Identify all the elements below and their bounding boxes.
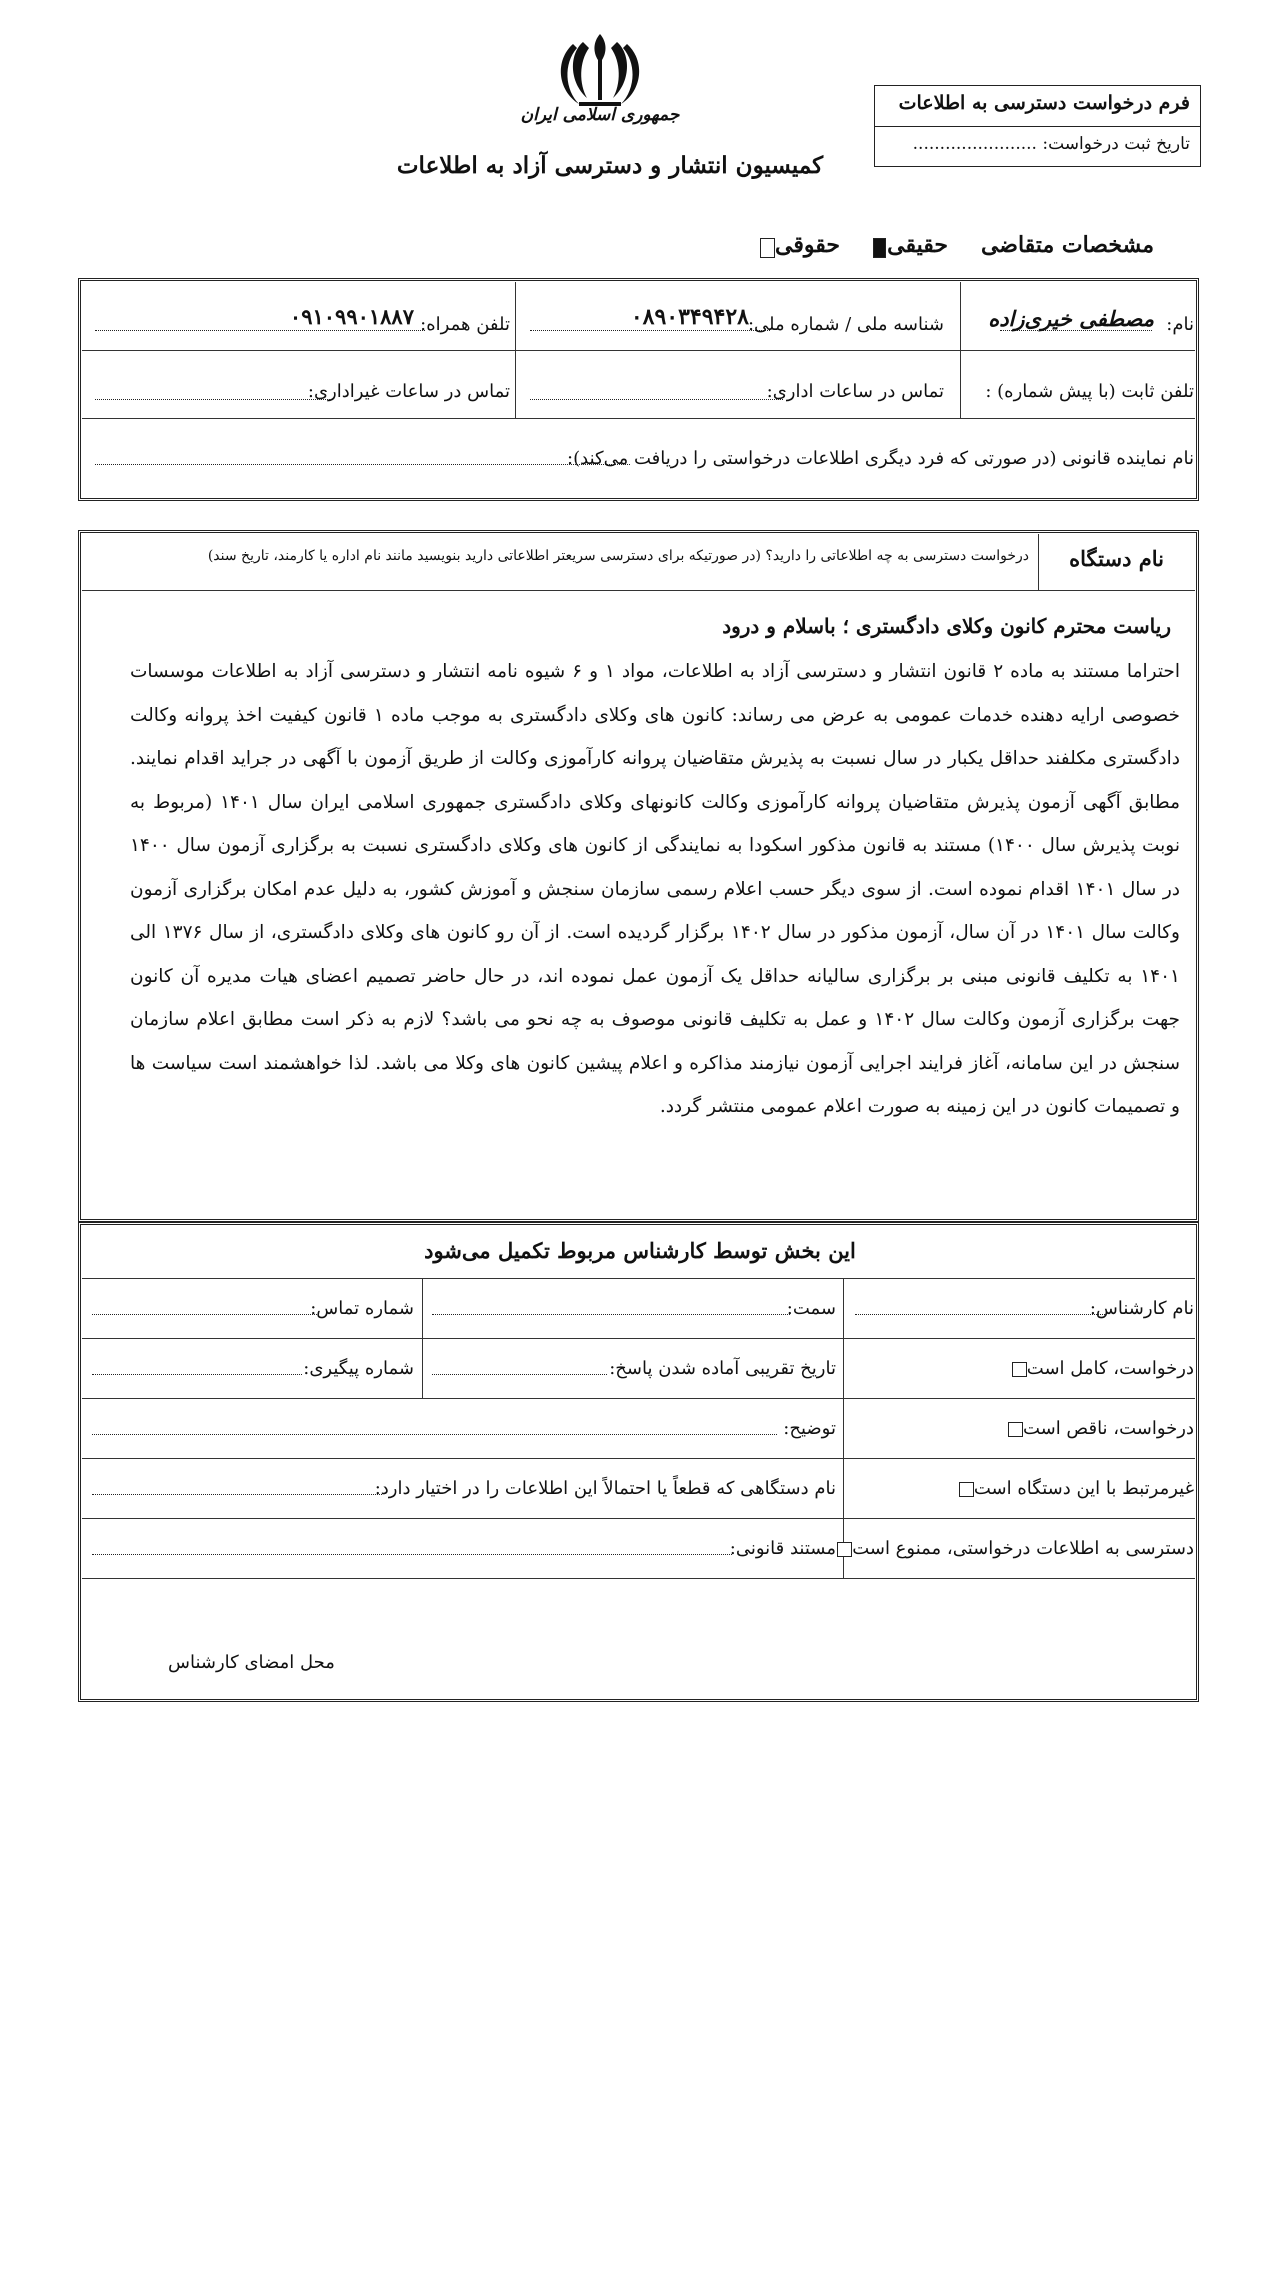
unrelated-checkbox[interactable] bbox=[959, 1482, 974, 1497]
incomplete-checkbox[interactable] bbox=[1008, 1422, 1023, 1437]
description-label: توضیح: bbox=[783, 1418, 836, 1439]
form-title: فرم درخواست دسترسی به اطلاعات bbox=[898, 92, 1190, 114]
incomplete-label: درخواست، ناقص است bbox=[1008, 1418, 1194, 1439]
signature-area[interactable] bbox=[90, 1585, 1190, 1695]
mobile-label: تلفن همراه: bbox=[420, 314, 510, 335]
commission-title: کمیسیون انتشار و دسترسی آزاد به اطلاعات bbox=[396, 152, 824, 179]
landline-label: تلفن ثابت (با پیش شماره) : bbox=[985, 381, 1194, 402]
request-prompt: درخواست دسترسی به چه اطلاعاتی را دارید؟ (در صورتیکه برای دسترسی سریعتر اطلاعاتی دارید بنویسید مانند نام اداره یا کارمند، تاریخ سند) bbox=[207, 548, 1029, 564]
legal-basis-label: مستند قانونی: bbox=[729, 1538, 836, 1559]
unrelated-label: غیرمرتبط با این دستگاه است bbox=[959, 1478, 1194, 1499]
position-label: سمت: bbox=[786, 1298, 836, 1319]
tracking-label: شماره پیگیری: bbox=[303, 1358, 414, 1379]
expert-section-title: این بخش توسط کارشناس مربوط تکمیل می‌شود bbox=[424, 1238, 856, 1263]
complete-checkbox[interactable] bbox=[1012, 1362, 1027, 1377]
request-addressee[interactable]: ریاست محترم کانون وکلای دادگستری ؛ باسلام و درود bbox=[722, 614, 1171, 638]
ready-date-label: تاریخ تقریبی آماده شدن پاسخ: bbox=[609, 1358, 836, 1379]
complete-label: درخواست، کامل است bbox=[1012, 1358, 1194, 1379]
office-hours-label: تماس در ساعات اداری: bbox=[766, 381, 944, 402]
signature-label: محل امضای کارشناس bbox=[168, 1652, 335, 1673]
other-device-label: نام دستگاهی که قطعاً یا احتمالاً این اطلاعات را در اختیار دارد: bbox=[374, 1478, 836, 1499]
forbidden-label: دسترسی به اطلاعات درخواستی، ممنوع است bbox=[837, 1538, 1194, 1559]
non-office-hours-field[interactable] bbox=[95, 381, 330, 400]
type-natural-checkbox[interactable] bbox=[873, 238, 886, 258]
legal-basis-field[interactable] bbox=[92, 1536, 732, 1555]
mobile-value: ۰۹۱۰۹۹۰۱۸۸۷ bbox=[289, 304, 414, 329]
national-id-value: ۰۸۹۰۳۴۹۴۲۸ bbox=[630, 304, 749, 330]
expert-name-label: نام کارشناس: bbox=[1089, 1298, 1194, 1319]
emblem-caption: جمهوری اسلامی ایران bbox=[520, 105, 680, 125]
form-title-box bbox=[874, 85, 1201, 167]
name-value: مصطفی خیری‌زاده bbox=[988, 306, 1154, 331]
office-hours-field[interactable] bbox=[530, 381, 783, 400]
ready-date-field[interactable] bbox=[432, 1356, 607, 1375]
legal-rep-field[interactable] bbox=[95, 446, 630, 465]
national-id-label: شناسه ملی / شماره ملی: bbox=[747, 314, 944, 335]
type-legal-checkbox[interactable] bbox=[760, 238, 775, 258]
other-device-field[interactable] bbox=[92, 1476, 382, 1495]
name-label: نام: bbox=[1166, 314, 1194, 335]
forbidden-checkbox[interactable] bbox=[837, 1542, 852, 1557]
description-field[interactable] bbox=[92, 1416, 777, 1435]
non-office-hours-label: تماس در ساعات غیراداری: bbox=[307, 381, 510, 402]
legal-rep-label: نام نماینده قانونی (در صورتی که فرد دیگری اطلاعات درخواستی را دریافت می‌کند): bbox=[567, 448, 1194, 469]
expert-name-field[interactable] bbox=[855, 1296, 1105, 1315]
request-body[interactable]: احتراما مستند به ماده ۲ قانون انتشار و دسترسی آزاد به اطلاعات، مواد ۱ و ۶ شیوه نامه انتشار و دسترسی آزاد به اطلاعات موسسات خصوصی ارایه دهنده خدمات عمومی به عرض می رساند: کانون های وکلای دادگستری به موجب ماده ۱ قانون کیفیت اخذ پروانه وکالت دادگستری مکلفند حداقل یکبار در سال نسبت به پذیرش متقاضیان پروانه کارآموزی وکالت از طریق آزمون با آگهی در جراید اقدام نمایند. مطابق آگهی آزمون پذیرش متقاضیان پروانه کارآموزی وکالت کانونهای وکلای دادگستری جمهوری اسلامی ایران سال ۱۴۰۱ (مربوط به نوبت پذیرش سال ۱۴۰۰) مستند به قانون مذکور اسکودا به نمایندگی از کانون های وکلای دادگستری نسبت به برگزاری آزمون سال ۱۴۰۰ در سال ۱۴۰۱ اقدام نموده است. از سوی دیگر حسب اعلام رسمی سازمان سنجش و آموزش کشور، به دلیل عدم امکان برگزاری آزمون وکالت سال ۱۴۰۱ در آن سال، آزمون مذکور در سال ۱۴۰۲ برگزار گردیده است. از آن رو کانون های وکلای دادگستری، از سال ۱۳۷۶ الی ۱۴۰۱ به تکلیف قانونی مبنی بر برگزاری سالیانه حداقل یک آزمون عمل نموده اند، در حال حاضر تصمیم اعضای هیات مدیره آن کانون جهت برگزاری آزمون وکالت سال ۱۴۰۲ و عمل به تکلیف قانونی موصوف به چه نحو می باشد؟ لازم به ذکر است مطابق اعلام سازمان سنجش در این سامانه، آغاز فرایند اجرایی آزمون نیازمند مذاکره و اعلام پیشین کانون های وکلا می باشد. لذا خواهشمند است سیاست ها و تصمیمات کانون در این زمینه به صورت اعلام عمومی منتشر گردد. bbox=[130, 661, 1181, 1117]
applicant-section-label: مشخصات متقاضی bbox=[980, 232, 1154, 258]
tracking-field[interactable] bbox=[92, 1356, 302, 1375]
contact-number-field[interactable] bbox=[92, 1296, 317, 1315]
position-field[interactable] bbox=[432, 1296, 790, 1315]
registration-date-field[interactable]: تاریخ ثبت درخواست: ....................... bbox=[912, 134, 1190, 154]
device-name-label: نام دستگاه bbox=[1069, 546, 1164, 571]
type-legal-label: حقوقی bbox=[775, 232, 840, 258]
type-natural-label: حقیقی bbox=[887, 232, 948, 258]
contact-number-label: شماره تماس: bbox=[310, 1298, 414, 1319]
